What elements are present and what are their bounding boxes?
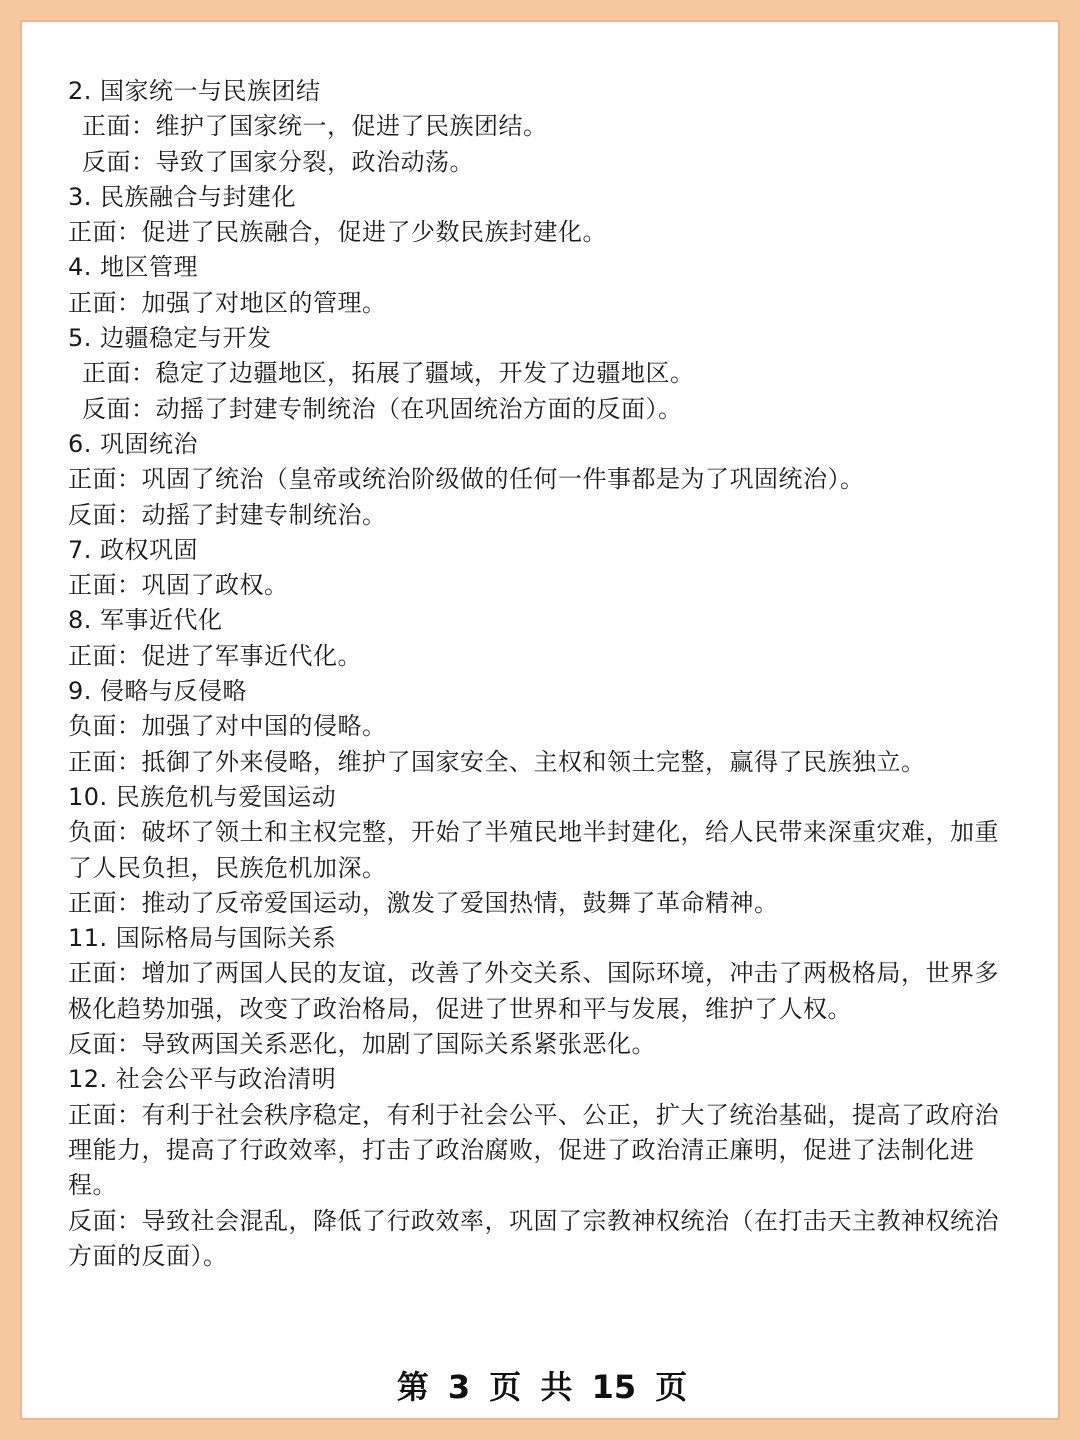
document-content — [68, 74, 1020, 1274]
section-heading: 5. 边疆稳定与开发 — [68, 324, 272, 353]
positive-effect-line: 正面：推动了反帝爱国运动，激发了爱国热情，鼓舞了革命精神。 — [68, 888, 779, 917]
negative-effect-line: 反面：导致两国关系恶化，加剧了国际关系紧张恶化。 — [68, 1030, 656, 1059]
section-heading: 10. 民族危机与爱国运动 — [68, 782, 337, 811]
section-heading: 3. 民族融合与封建化 — [68, 182, 297, 211]
section-heading: 4. 地区管理 — [68, 253, 199, 282]
section-heading: 6. 巩固统治 — [68, 429, 199, 458]
section-heading: 9. 侵略与反侵略 — [68, 677, 248, 706]
positive-effect-line: 正面：促进了民族融合，促进了少数民族封建化。 — [68, 218, 607, 247]
negative-effect-line: 负面：加强了对中国的侵略。 — [68, 712, 387, 741]
positive-effect-line: 正面：巩固了统治（皇帝或统治阶级做的任何一件事都是为了巩固统治）。 — [68, 465, 865, 494]
section-heading: 12. 社会公平与政治清明 — [68, 1065, 337, 1094]
page-number-footer: 第 3 页 共 15 页 — [396, 1368, 688, 1406]
positive-effect-line: 正面：促进了军事近代化。 — [68, 641, 362, 670]
negative-effect-line: 反面：导致了国家分裂，政治动荡。 — [82, 147, 474, 176]
section-heading: 2. 国家统一与民族团结 — [68, 77, 321, 105]
positive-effect-line: 正面：抵御了外来侵略，维护了国家安全、主权和领土完整，赢得了民族独立。 — [68, 747, 926, 776]
positive-effect-line: 正面：有利于社会秩序稳定，有利于社会公平、公正，扩大了统治基础，提高了政府治理能力，提高了行政效率，打击了政治腐败，促进了政治清正廉明，促进了法制化进程。 — [68, 1100, 999, 1200]
negative-effect-line: 负面：破坏了领土和主权完整，开始了半殖民地半封建化，给人民带来深重灾难，加重了人民负担，民族危机加深。 — [68, 818, 999, 882]
section-heading: 11. 国际格局与国际关系 — [68, 924, 337, 953]
section-heading: 7. 政权巩固 — [68, 535, 199, 564]
negative-effect-line: 反面：动摇了封建专制统治。 — [68, 500, 387, 529]
positive-effect-line: 正面：增加了两国人民的友谊，改善了外交关系、国际环境，冲击了两极格局，世界多极化趋势加强，改变了政治格局，促进了世界和平与发展，维护了人权。 — [68, 959, 999, 1023]
positive-effect-line: 正面：稳定了边疆地区，拓展了疆域，开发了边疆地区。 — [82, 359, 695, 388]
negative-effect-line: 反面：动摇了封建专制统治（在巩固统治方面的反面）。 — [82, 394, 683, 423]
positive-effect-line: 正面：维护了国家统一，促进了民族团结。 — [82, 112, 548, 141]
positive-effect-line: 正面：巩固了政权。 — [68, 571, 289, 600]
negative-effect-line: 反面：导致社会混乱，降低了行政效率，巩固了宗教神权统治（在打击天主教神权统治方面的反面）。 — [68, 1206, 999, 1270]
document-page — [20, 20, 1060, 1420]
positive-effect-line: 正面：加强了对地区的管理。 — [68, 288, 387, 317]
section-heading: 8. 军事近代化 — [68, 606, 223, 635]
